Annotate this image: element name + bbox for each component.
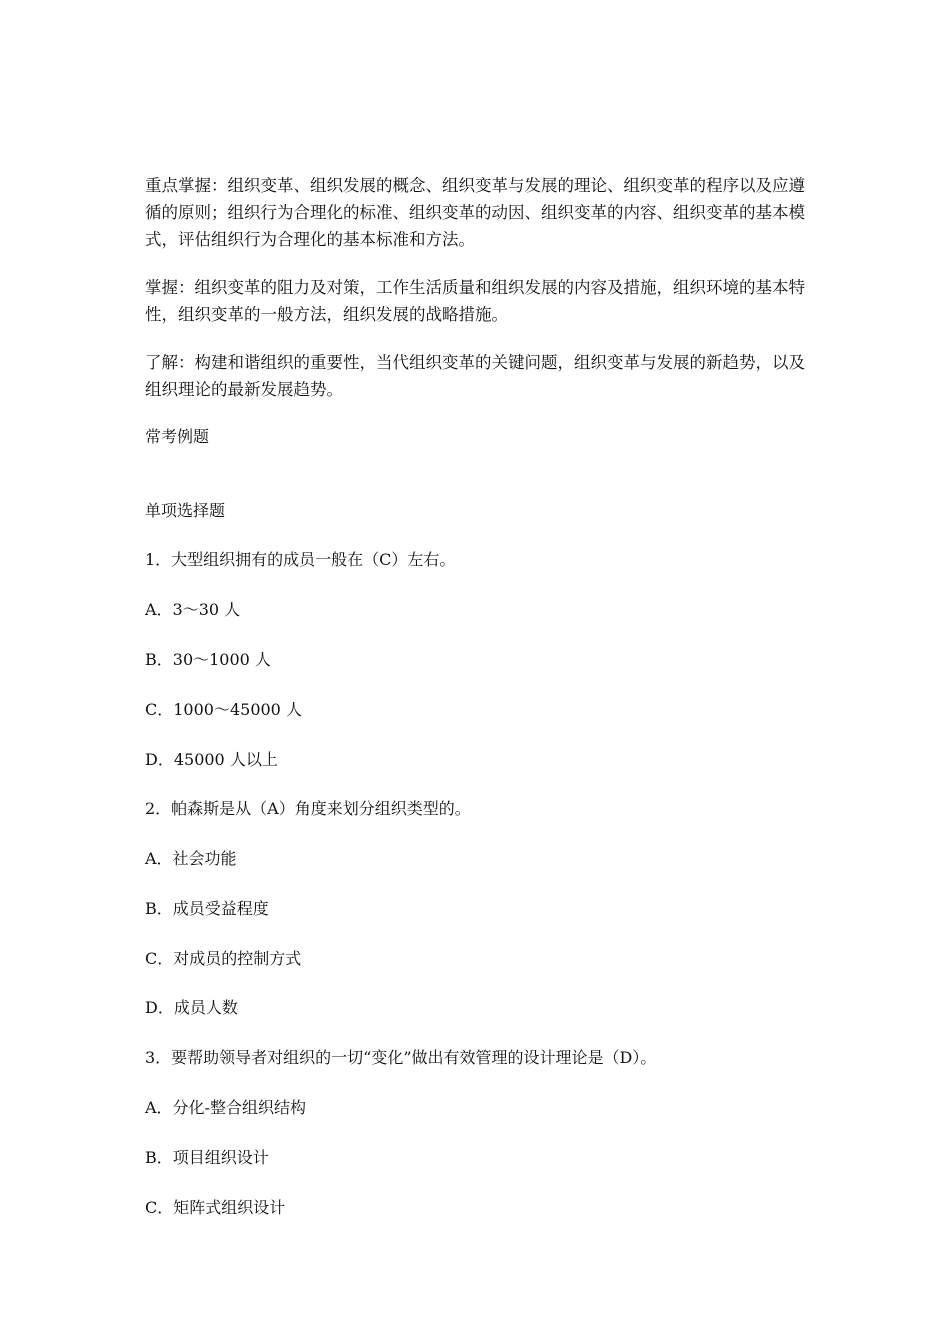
question-3: 3．要帮助领导者对组织的一切“变化”做出有效管理的设计理论是（D）。 — [145, 1048, 657, 1067]
option: B．项目组织设计 — [145, 1148, 269, 1167]
question-2: 2．帕森斯是从（A）角度来划分组织类型的。 — [145, 799, 471, 818]
option: A．分化-整合组织结构 — [145, 1098, 306, 1117]
paragraph-understand: 了解：构建和谐组织的重要性，当代组织变革的关键问题，组织变革与发展的新趋势，以及组织理论的最新发展趋势。 — [145, 353, 805, 399]
option: A．社会功能 — [145, 849, 237, 868]
paragraph-key-points: 重点掌握：组织变革、组织发展的概念、组织变革与发展的理论、组织变革的程序以及应遵循的原则；组织行为合理化的标准、组织变革的动因、组织变革的内容、组织变革的基本模式，评估组织行为合理化的基本标准和方法。 — [145, 176, 805, 249]
option: C．对成员的控制方式 — [145, 949, 302, 968]
option: B．成员受益程度 — [145, 899, 269, 918]
option: C．矩阵式组织设计 — [145, 1198, 286, 1217]
option: D．45000 人以上 — [145, 750, 278, 769]
question-1: 1．大型组织拥有的成员一般在（C）左右。 — [145, 550, 456, 569]
subsection-title: 单项选择题 — [145, 501, 226, 520]
option: B．30～1000 人 — [145, 650, 271, 669]
option: A．3～30 人 — [145, 600, 241, 619]
option: D．成员人数 — [145, 998, 238, 1017]
section-title: 常考例题 — [145, 427, 210, 446]
option: C．1000～45000 人 — [145, 700, 302, 719]
paragraph-master: 掌握：组织变革的阻力及对策，工作生活质量和组织发展的内容及措施，组织环境的基本特性，组织变革的一般方法，组织发展的战略措施。 — [145, 278, 805, 324]
